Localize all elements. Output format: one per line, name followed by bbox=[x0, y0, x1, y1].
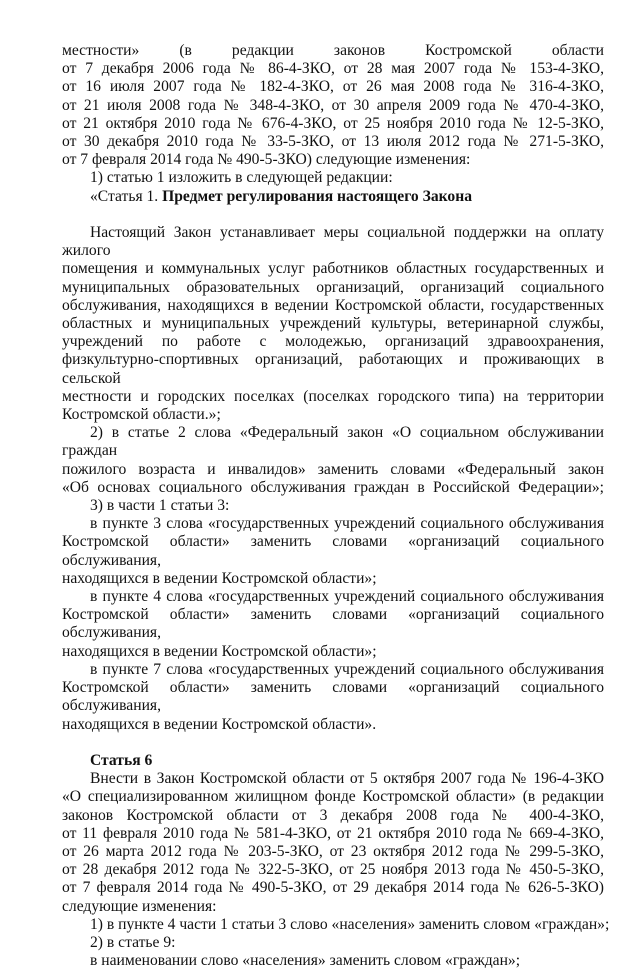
text-line: от 21 июля 2008 года № 348-4-ЗКО, от 30 апреля 2009 года № 470-4-ЗКО, bbox=[62, 96, 604, 114]
text-line: областных и муниципальных учреждений культуры, ветеринарной службы, bbox=[62, 315, 604, 333]
text-line: 2) в статье 2 слова «Федеральный закон «О социальном обслуживании граждан bbox=[62, 424, 604, 460]
text-line: в наименовании слово «населения» заменить словом «граждан»; bbox=[90, 952, 521, 970]
article-1-title: Предмет регулирования настоящего Закона bbox=[162, 187, 472, 205]
text-line: Внести в Закон Костромской области от 5 октября 2007 года № 196-4-ЗКО bbox=[90, 770, 604, 788]
text-line: 2) в статье 9: bbox=[90, 933, 176, 951]
blank-line bbox=[62, 206, 604, 224]
text-line: «О специализированном жилищном фонде Костромской области» (в редакции bbox=[62, 788, 604, 806]
text-line: помещения и коммунальных услуг работников областных государственных и bbox=[62, 260, 604, 278]
text-line: физкультурно-спортивных организаций, работающих и проживающих в сельской bbox=[62, 351, 604, 387]
text-line: Костромской области.»; bbox=[62, 406, 221, 424]
text-line: Костромской области» заменить словами «организаций социального обслуживания, bbox=[62, 679, 604, 715]
text-line: Настоящий Закон устанавливает меры социальной поддержки на оплату жилого bbox=[62, 224, 604, 260]
text-line: находящихся в ведении Костромской области»; bbox=[62, 569, 377, 587]
text-line: 1) статью 1 изложить в следующей редакции: bbox=[90, 169, 393, 187]
text-line: учреждений по работе с молодежью, организаций здравоохранения, bbox=[62, 333, 604, 351]
text-line: «Об основах социального обслуживания граждан в Российской Федерации»; bbox=[62, 478, 604, 496]
text-line: 1) в пункте 4 части 1 статьи 3 слово «населения» заменить словом «граждан»; bbox=[90, 915, 610, 933]
text-line: от 16 июля 2007 года № 182-4-ЗКО, от 26 мая 2008 года № 316-4-ЗКО, bbox=[62, 78, 604, 96]
text-line: от 30 декабря 2010 года № 33-5-ЗКО, от 13 июля 2012 года № 271-5-ЗКО, bbox=[62, 133, 604, 151]
text-line: от 7 декабря 2006 года № 86-4-ЗКО, от 28 мая 2007 года № 153-4-ЗКО, bbox=[62, 60, 604, 78]
article-1-heading bbox=[62, 188, 604, 206]
blank-line bbox=[62, 734, 604, 752]
document-page bbox=[62, 42, 610, 970]
text-line: в пункте 3 слова «государственных учреждений социального обслуживания bbox=[90, 515, 604, 533]
article-6-heading: Статья 6 bbox=[90, 751, 153, 769]
text-line: местности» (в редакции законов Костромской области bbox=[62, 42, 604, 59]
text-line: местности и городских поселках (поселках городского типа) на территории bbox=[62, 387, 604, 405]
text-line: от 26 марта 2012 года № 203-5-ЗКО, от 23 октября 2012 года № 299-5-ЗКО, bbox=[62, 842, 604, 860]
text-line: находящихся в ведении Костромской области». bbox=[62, 715, 377, 733]
text-line: от 28 декабря 2012 года № 322-5-ЗКО, от 25 ноября 2013 года № 450-5-ЗКО, bbox=[62, 861, 604, 879]
text-line: законов Костромской области от 3 декабря 2008 года № 400-4-ЗКО, bbox=[62, 806, 604, 824]
text-line: 3) в части 1 статьи 3: bbox=[90, 497, 230, 515]
text-line: обслуживания, находящихся в ведении Костромской области, государственных bbox=[62, 296, 604, 314]
article-1-number: «Статья 1. bbox=[90, 187, 163, 205]
text-line: пожилого возраста и инвалидов» заменить словами «Федеральный закон bbox=[62, 460, 604, 478]
text-line: Костромской области» заменить словами «организаций социального обслуживания, bbox=[62, 606, 604, 642]
text-line: следующие изменения: bbox=[62, 897, 217, 915]
text-line: Костромской области» заменить словами «организаций социального обслуживания, bbox=[62, 533, 604, 569]
text-line: от 11 февраля 2010 года № 581-4-ЗКО, от 21 октября 2010 года № 669-4-ЗКО, bbox=[62, 824, 604, 842]
text-line: находящихся в ведении Костромской области»; bbox=[62, 642, 377, 660]
text-line: от 7 февраля 2014 года № 490-5-ЗКО, от 29 декабря 2014 года № 626-5-ЗКО) bbox=[62, 879, 604, 897]
text-line: в пункте 7 слова «государственных учреждений социального обслуживания bbox=[90, 660, 604, 678]
text-line: от 7 февраля 2014 года № 490-5-ЗКО) следующие изменения: bbox=[62, 151, 471, 169]
text-line: в пункте 4 слова «государственных учреждений социального обслуживания bbox=[90, 588, 604, 606]
text-line: муниципальных образовательных организаций, организаций социального bbox=[62, 278, 604, 296]
text-line: от 21 октября 2010 года № 676-4-ЗКО, от 25 ноября 2010 года № 12-5-ЗКО, bbox=[62, 114, 604, 132]
